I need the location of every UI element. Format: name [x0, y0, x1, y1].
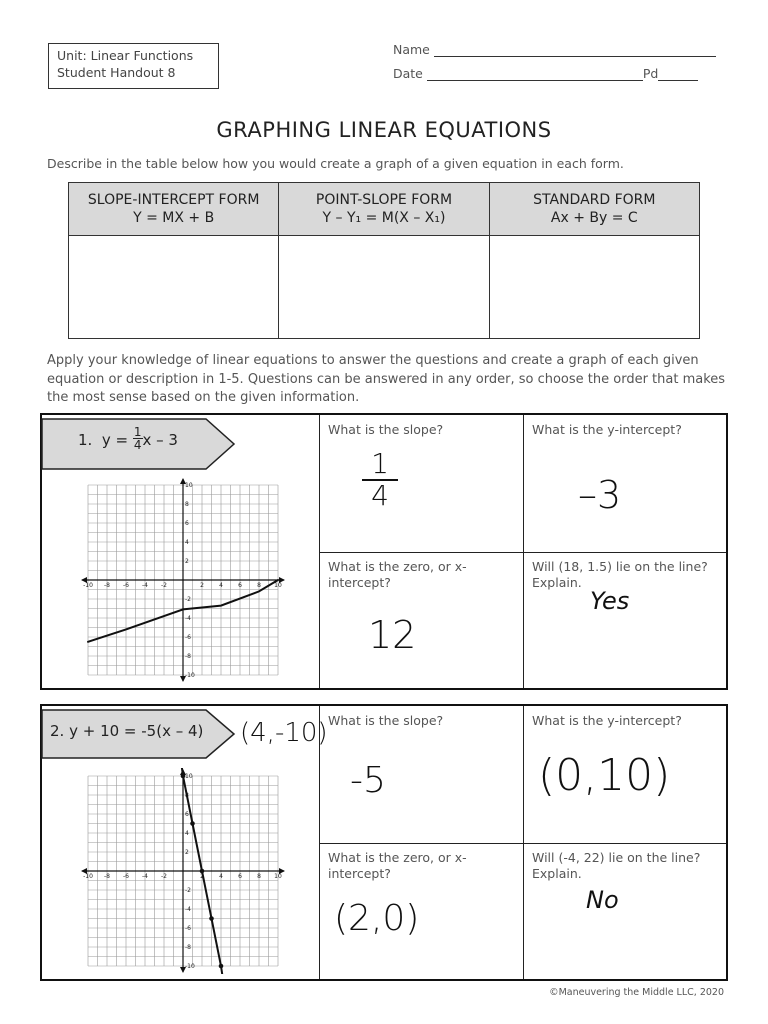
- y-tick-label: 10: [185, 773, 193, 780]
- problem-1-equation: [78, 425, 178, 452]
- slope-answer-1: [362, 449, 398, 511]
- x-tick-label: -6: [123, 582, 129, 589]
- coordinate-grid-1[interactable]: [80, 477, 286, 683]
- y-intercept-question: What is the y-intercept?: [532, 422, 682, 437]
- slope-answer-numerator: 1: [371, 447, 389, 480]
- zero-question: What is the zero, or x-intercept?: [328, 850, 467, 881]
- date-label: Date: [393, 66, 423, 81]
- problem-2-panel: [40, 704, 728, 981]
- equation-fraction: [133, 426, 143, 451]
- x-tick-label: 8: [257, 582, 261, 589]
- instructions-text: Apply your knowledge of linear equations to answer the questions and create a graph of each given equation or description in 1-5. Questions can be answered in any order, so choose the order that makes the most sense based on the given information.: [47, 353, 726, 405]
- point-check-question: Will (-4, 22) lie on the line? Explain.: [532, 850, 701, 881]
- form-name: STANDARD FORM: [533, 192, 656, 208]
- y-tick-label: 4: [185, 539, 189, 546]
- plotted-point: [190, 821, 195, 826]
- y-intercept-question: What is the y-intercept?: [532, 713, 682, 728]
- unit-box: [48, 43, 219, 89]
- y-tick-label: -4: [185, 615, 191, 622]
- intro-text: Describe in the table below how you would create a graph of a given equation in each form.: [47, 156, 624, 171]
- x-tick-label: -2: [161, 873, 167, 880]
- slope-answer-2: -5: [350, 760, 386, 801]
- slope-question: What is the slope?: [328, 713, 444, 728]
- fraction-numerator: 1: [133, 425, 142, 439]
- form-answer-cell[interactable]: [489, 236, 699, 339]
- y-tick-label: -2: [185, 596, 191, 603]
- fraction-denominator: 4: [133, 438, 142, 452]
- x-tick-label: 6: [238, 873, 242, 880]
- x-tick-label: 10: [274, 582, 282, 589]
- y-tick-label: 8: [185, 501, 189, 508]
- form-equation: Y – Y₁ = M(X – X₁): [322, 210, 446, 226]
- equation-text: y + 10 = -5(x – 4): [69, 722, 204, 740]
- y-tick-label: 2: [185, 849, 189, 856]
- forms-table: [68, 182, 700, 339]
- x-tick-label: -4: [142, 582, 148, 589]
- point-check-answer-1: Yes: [590, 587, 630, 615]
- x-tick-label: 10: [274, 873, 282, 880]
- y-tick-label: 4: [185, 830, 189, 837]
- problem-number: 1.: [78, 431, 93, 449]
- coordinate-grid-2[interactable]: [80, 768, 286, 974]
- x-tick-label: -8: [104, 873, 110, 880]
- x-tick-label: -10: [83, 873, 93, 880]
- x-tick-label: -4: [142, 873, 148, 880]
- side-note-2: (4,-10): [240, 718, 328, 748]
- name-line: [393, 42, 716, 57]
- y-tick-label: 6: [185, 520, 189, 527]
- x-tick-label: 2: [200, 873, 204, 880]
- point-check-answer-2: No: [586, 886, 619, 914]
- x-tick-label: 6: [238, 582, 242, 589]
- form-answer-cell[interactable]: [69, 236, 279, 339]
- x-tick-label: 4: [219, 873, 223, 880]
- page-title: GRAPHING LINEAR EQUATIONS: [216, 118, 552, 142]
- form-header-slope-intercept: [69, 183, 279, 236]
- x-tick-label: -6: [123, 873, 129, 880]
- y-tick-label: 8: [185, 792, 189, 799]
- pd-blank[interactable]: [658, 80, 698, 81]
- form-answer-cell[interactable]: [279, 236, 489, 339]
- x-tick-label: 8: [257, 873, 261, 880]
- copyright-footer: ©Maneuvering the Middle LLC, 2020: [549, 987, 724, 998]
- problem-2-equation: [50, 722, 203, 740]
- form-name: POINT-SLOPE FORM: [315, 192, 453, 208]
- y-intercept-answer-2: (0,10): [538, 750, 671, 801]
- plotted-point: [209, 916, 214, 921]
- y-intercept-answer-1: –3: [578, 473, 622, 517]
- y-tick-label: -4: [185, 906, 191, 913]
- x-tick-label: 4: [219, 582, 223, 589]
- plotted-point: [181, 774, 186, 779]
- pd-label: Pd: [642, 66, 659, 81]
- slope-answer-denominator: 4: [362, 479, 398, 511]
- plotted-point: [200, 869, 205, 874]
- equation-prefix: y =: [101, 431, 129, 449]
- y-tick-label: -6: [185, 925, 191, 932]
- date-line: [393, 66, 698, 81]
- name-blank[interactable]: [434, 56, 716, 57]
- form-equation: Y = MX + B: [133, 210, 215, 226]
- date-blank[interactable]: [427, 80, 643, 81]
- zero-answer-2: (2,0): [334, 898, 420, 939]
- x-tick-label: -2: [161, 582, 167, 589]
- y-tick-label: -10: [185, 672, 195, 679]
- plotted-point: [219, 964, 224, 969]
- x-tick-label: -10: [83, 582, 93, 589]
- form-equation: Ax + By = C: [550, 210, 638, 226]
- zero-answer-1: 12: [368, 613, 417, 657]
- x-tick-label: 2: [200, 582, 204, 589]
- form-header-point-slope: [279, 183, 489, 236]
- x-tick-label: -8: [104, 582, 110, 589]
- y-tick-label: -10: [185, 963, 195, 970]
- zero-question: What is the zero, or x-intercept?: [328, 559, 467, 590]
- y-tick-label: -2: [185, 887, 191, 894]
- y-tick-label: 10: [185, 482, 193, 489]
- form-header-standard: [489, 183, 699, 236]
- problem-number: 2.: [50, 722, 65, 740]
- equation-suffix: x – 3: [142, 431, 178, 449]
- y-tick-label: 2: [185, 558, 189, 565]
- problem-1-panel: [40, 413, 728, 690]
- y-tick-label: -8: [185, 944, 191, 951]
- slope-question: What is the slope?: [328, 422, 444, 437]
- unit-label: Unit: Linear Functions: [57, 48, 194, 63]
- handout-label: Student Handout 8: [57, 65, 176, 80]
- y-tick-label: -6: [185, 634, 191, 641]
- point-check-question: Will (18, 1.5) lie on the line? Explain.: [532, 559, 708, 590]
- form-name: SLOPE-INTERCEPT FORM: [87, 192, 260, 208]
- y-tick-label: 6: [185, 811, 189, 818]
- name-label: Name: [393, 42, 430, 57]
- y-tick-label: -8: [185, 653, 191, 660]
